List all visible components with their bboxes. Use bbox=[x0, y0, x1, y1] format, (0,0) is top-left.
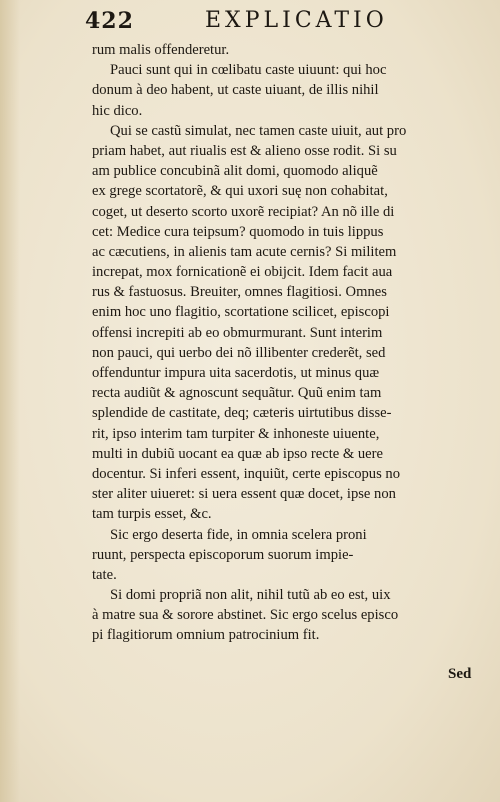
text-line: tate. bbox=[92, 566, 117, 583]
text-line: à matre sua & sorore abstinet. Sic ergo scelus episco bbox=[92, 607, 399, 624]
page-header bbox=[85, 8, 485, 36]
text-line: Qui se castũ simulat, nec tamen caste uiuit, aut pro bbox=[110, 122, 407, 139]
text-line: docentur. Si inferi essent, inquiũt, certe episcopus no bbox=[92, 465, 401, 482]
text-line: Sic ergo deserta fide, in omnia scelera proni bbox=[110, 526, 367, 543]
text-line: non pauci, qui uerbo dei nõ illibenter crederẽt, sed bbox=[92, 344, 386, 361]
text-line: pi flagitiorum omnium patrocinium fit. bbox=[92, 627, 320, 644]
running-head: EXPLICATIO bbox=[205, 8, 388, 33]
text-line: ster aliter uiueret: si uera essent quæ docet, ipse non bbox=[92, 486, 396, 503]
text-line: rit, ipso interim tam turpiter & inhoneste uiuente, bbox=[92, 425, 380, 442]
catchword: Sed bbox=[448, 666, 472, 682]
text-line: tam turpis esset, &c. bbox=[92, 506, 212, 523]
text-line: ac cæcutiens, in alienis tam acute cernis? Si militem bbox=[92, 243, 397, 260]
text-line: multi in dubiũ uocant ea quæ ab ipso recte & uere bbox=[92, 445, 383, 462]
text-line: offensi increpiti ab eo obmurmurant. Sunt interim bbox=[92, 324, 383, 341]
text-line: am publice concubinã alit domi, quomodo aliquẽ bbox=[92, 163, 378, 180]
text-line: ruunt, perspecta episcoporum suorum impie- bbox=[92, 546, 354, 563]
page-gutter-shadow bbox=[0, 0, 20, 802]
text-line: donum à deo habent, ut caste uiuant, de illis nihil bbox=[92, 82, 379, 99]
text-line: increpat, mox fornicationẽ ei obijcit. Idem facit aua bbox=[92, 264, 393, 281]
text-line: offenduntur impura uita sacerdotis, ut minus quæ bbox=[92, 365, 380, 381]
text-line: priam habet, aut riualis est & alieno osse rodit. Si su bbox=[92, 142, 397, 159]
text-line: splendide de castitate, deq; cæteris uirtutibus disse- bbox=[92, 405, 392, 422]
text-line: rus & fastuosus. Breuiter, omnes flagitiosi. Omnes bbox=[92, 284, 387, 301]
text-line: hic dico. bbox=[92, 102, 143, 119]
text-line: recta audiũt & agnoscunt sequãtur. Quũ enim tam bbox=[92, 385, 382, 402]
text-line: Si domi propriã non alit, nihil tutũ ab eo est, uix bbox=[110, 587, 391, 604]
body-text bbox=[92, 40, 474, 646]
text-line: ex grege scortatorẽ, & qui uxori suę non cohabitat, bbox=[92, 183, 388, 200]
page-number: 422 bbox=[85, 8, 134, 34]
text-line: Pauci sunt qui in cœlibatu caste uiuunt: qui hoc bbox=[110, 62, 387, 79]
text-line: enim hoc uno flagitio, scortatione scilicet, episcopi bbox=[92, 304, 390, 321]
text-line: rum malis offenderetur. bbox=[92, 42, 230, 58]
text-line: coget, ut deserto scorto uxorẽ recipiat? An nõ ille di bbox=[92, 203, 395, 220]
text-line: cet: Medice cura teipsum? quomodo in tuis lippus bbox=[92, 223, 384, 240]
